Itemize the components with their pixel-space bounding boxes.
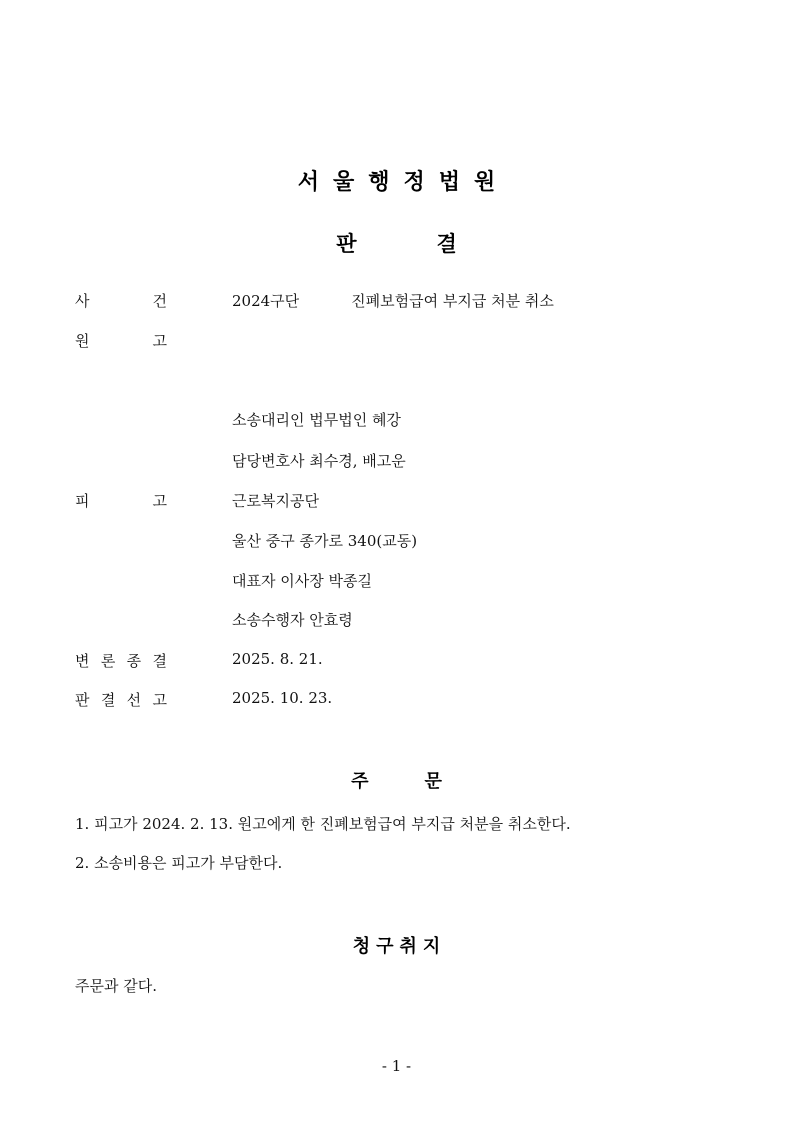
plaintiff-label [75,330,167,351]
order-item-1: 1. 피고가 2024. 2. 13. 원고에게 한 진폐보험급여 부지급 처분을 취소한다. [75,815,571,833]
judgment-date-label [75,689,167,710]
closing-label-char: 론 [100,652,116,670]
closing-label-char: 종 [126,652,142,670]
order-title [0,767,793,793]
plaintiff-label-char: 원 [75,332,90,350]
document-type-char-2: 결 [436,232,457,256]
order-title-char: 주 [351,771,369,792]
defendant-label-char: 고 [152,492,167,510]
defendant-name: 근로복지공단 [232,492,319,510]
case-label-char: 건 [152,292,167,310]
document-type [0,228,793,258]
case-number-text: 2024구단 [232,292,300,310]
page-number: - 1 - [381,1057,412,1075]
claim-text: 주문과 같다. [75,977,157,995]
case-number [232,290,554,311]
defendant-label [75,490,167,511]
closing-label-char: 변 [75,652,90,670]
closing-label-char: 결 [152,652,167,670]
judgment-label-char: 선 [126,691,142,709]
case-title: 진폐보험급여 부지급 처분 취소 [351,292,554,310]
judgment-date: 2025. 10. 23. [232,689,333,707]
defendant-address: 울산 중구 종가로 340(교동) [232,532,418,550]
closing-label [75,650,167,671]
order-item-2: 2. 소송비용은 피고가 부담한다. [75,854,283,872]
court-name: 서울행정법원 [297,170,510,195]
plaintiff-representative: 소송대리인 법무법인 혜강 [232,411,401,429]
defendant-ceo: 대표자 이사장 박종길 [232,572,372,590]
case-label-char: 사 [75,292,90,310]
judgment-label-char: 결 [100,691,116,709]
document-type-char-1: 판 [336,232,357,256]
defendant-label-char: 피 [75,492,90,510]
defendant-agent: 소송수행자 안효령 [232,611,353,629]
order-title-char: 문 [424,771,442,792]
plaintiff-lawyers: 담당변호사 최수경, 배고운 [232,452,406,470]
claim-title: 청구취지 [352,936,447,957]
judgment-label-char: 고 [152,691,167,709]
judgment-label-char: 판 [75,691,90,709]
closing-date: 2025. 8. 21. [232,650,323,668]
case-label [75,290,167,311]
plaintiff-label-char: 고 [152,332,167,350]
